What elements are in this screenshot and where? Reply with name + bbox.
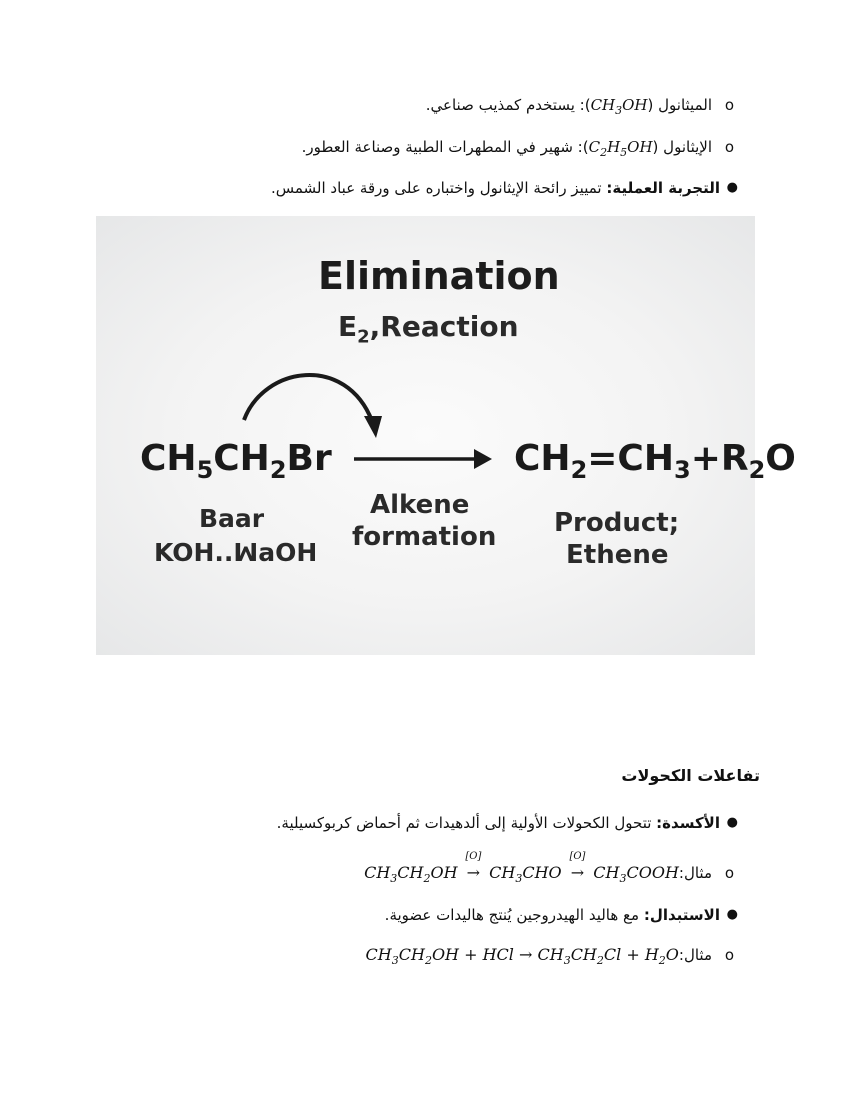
practical-text: تمييز رائحة الإيثانول واختباره على ورقة عباد الشمس. bbox=[270, 179, 607, 197]
substitution-equation: $CH_3CH_2OH$ + HCl → $CH_3CH_2Cl + H_2O$ bbox=[365, 945, 679, 968]
bullet-marker: ● bbox=[726, 907, 738, 922]
methanol-description: : يستخدم كمذيب صناعي. bbox=[425, 96, 585, 114]
sub-bullet-marker: o bbox=[724, 138, 734, 156]
figure-subtitle: $E_2,Reaction$ bbox=[338, 310, 519, 348]
sub-bullet-marker: o bbox=[724, 96, 734, 114]
figure-title: Elimination bbox=[318, 254, 560, 298]
ethanol-formula: $C_2H_5OH$ bbox=[588, 138, 653, 159]
reactant-formula: $CH_5CH_2Br$ bbox=[140, 438, 332, 485]
oxidation-label: الأكسدة: bbox=[656, 814, 720, 832]
ethanol-name: الإيثانول bbox=[663, 138, 712, 156]
practical-label: التجربة العملية: bbox=[606, 179, 720, 197]
oxidant-label: [O] bbox=[569, 851, 586, 862]
bullet-marker: ● bbox=[726, 815, 738, 830]
bullet-marker: ● bbox=[726, 180, 738, 195]
ethanol-description: : شهير في المطهرات الطبية وصناعة العطور. bbox=[301, 138, 583, 156]
base-label: Baar bbox=[199, 504, 265, 533]
product-label-line2: Ethene bbox=[566, 540, 669, 570]
example-label: مثال: bbox=[678, 864, 712, 882]
product-formula: $CH_2=CH_3+R_2O$ bbox=[514, 438, 796, 485]
methanol-name: الميثانول bbox=[658, 96, 712, 114]
middle-label-line1: Alkene bbox=[370, 490, 470, 520]
sub-bullet-marker: o bbox=[724, 864, 734, 882]
oxidant-label: [O] bbox=[465, 851, 482, 862]
methanol-formula: $CH_3OH$ bbox=[590, 96, 648, 117]
middle-label-line2: formation bbox=[352, 522, 497, 552]
product-label-line1: Product; bbox=[554, 508, 680, 538]
section-heading: تفاعلات الكحولات bbox=[621, 766, 760, 785]
base-reagents: KOH..ꟽaOH bbox=[154, 538, 318, 567]
oxidation-equation: $CH_3CH_2OH$ [O] → $CH_3CHO$ [O] → $CH_3COOH$ bbox=[364, 863, 679, 882]
curved-arrow-icon bbox=[96, 216, 755, 655]
substitution-label: الاستبدال: bbox=[643, 906, 720, 924]
example-label: مثال: bbox=[678, 946, 712, 964]
elimination-reaction-figure bbox=[96, 216, 796, 655]
sub-bullet-marker: o bbox=[724, 946, 734, 964]
oxidation-text: تتحول الكحولات الأولية إلى ألدهيدات ثم أحماض كربوكسيلية. bbox=[276, 814, 657, 832]
substitution-text: مع هاليد الهيدروجين يُنتج هاليدات عضوية. bbox=[384, 906, 644, 924]
